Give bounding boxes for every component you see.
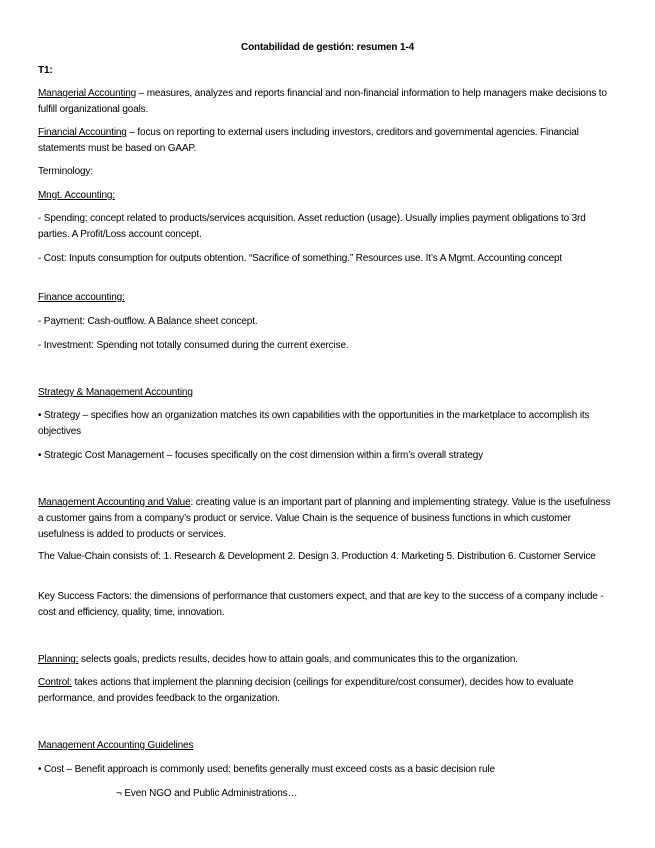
strategy-bullet: • Strategy – specifies how an organization matches its own capabilities with the opportunities in the marketplace to accomplish its objectives: [38, 410, 590, 437]
ngo-subitem: ¬ Even NGO and Public Administrations…: [116, 788, 298, 799]
finance-accounting-heading: Finance accounting:: [38, 292, 125, 303]
control-term: Control:: [38, 677, 72, 688]
planning-paragraph: [38, 652, 618, 668]
guidelines-heading: Management Accounting Guidelines: [38, 740, 194, 751]
financial-accounting-paragraph: [38, 125, 618, 157]
terminology-label: Terminology:: [38, 166, 93, 177]
managerial-accounting-paragraph: [38, 86, 618, 118]
investment-definition: - Investment: Spending not totally consumed during the current exercise.: [38, 340, 349, 351]
financial-accounting-term: Financial Accounting: [38, 127, 127, 138]
cost-benefit-bullet: • Cost – Benefit approach is commonly used: benefits generally must exceed costs as a basic decision rule: [38, 764, 495, 775]
control-text: takes actions that implement the planning decision (ceilings for expenditure/cost consumer), decides how to evaluate performance, and provides feedback to the organization.: [38, 677, 574, 704]
t1-label: T1:: [38, 65, 53, 76]
key-success-factors-paragraph: Key Success Factors: the dimensions of performance that customers expect, and that are key to the success of a company include - cost and efficiency, quality, time, innovation.: [38, 591, 604, 618]
spending-definition: - Spending: concept related to products/services acquisition. Asset reduction (usage). Usually implies payment obligations to 3rd parties. A Profit/Loss account concept.: [38, 213, 586, 240]
planning-text: selects goals, predicts results, decides how to attain goals, and communicates this to the organization.: [78, 654, 518, 665]
management-accounting-value-text: : creating value is an important part of planning and implementing strategy. Value is the usefulness a customer gains from a company’s product or service. Value Chain is the sequence of business functions in which customer usefulness is added to products or services.: [38, 497, 611, 540]
value-chain-paragraph: The Value-Chain consists of: 1. Research & Development 2. Design 3. Production 4. Marketing 5. Distribution 6. Customer Service: [38, 551, 596, 562]
management-accounting-value-paragraph: [38, 495, 618, 543]
planning-term: Planning:: [38, 654, 79, 665]
managerial-accounting-text: – measures, analyzes and reports financial and non-financial information to help managers make decisions to fulfill organizational goals.: [38, 88, 607, 115]
financial-accounting-text: – focus on reporting to external users including investors, creditors and governmental agencies. Financial statements must be based on GAAP.: [38, 127, 579, 154]
strategic-cost-management-bullet: • Strategic Cost Management – focuses specifically on the cost dimension within a firm’s overall strategy: [38, 450, 483, 461]
strategy-heading: Strategy & Management Accounting: [38, 387, 193, 398]
management-accounting-value-term: Management Accounting and Value: [38, 497, 191, 508]
cost-definition: - Cost: Inputs consumption for outputs obtention. “Sacrifice of something.” Resources use. It’s A Mgmt. Accounting concept: [38, 253, 563, 264]
control-paragraph: [38, 675, 618, 707]
page-title: Contabilidad de gestión: resumen 1-4: [241, 42, 414, 53]
payment-definition: - Payment: Cash-outflow. A Balance sheet concept.: [38, 316, 258, 327]
mngt-accounting-heading: Mngt. Accounting:: [38, 190, 115, 201]
managerial-accounting-term: Managerial Accounting: [38, 88, 137, 99]
